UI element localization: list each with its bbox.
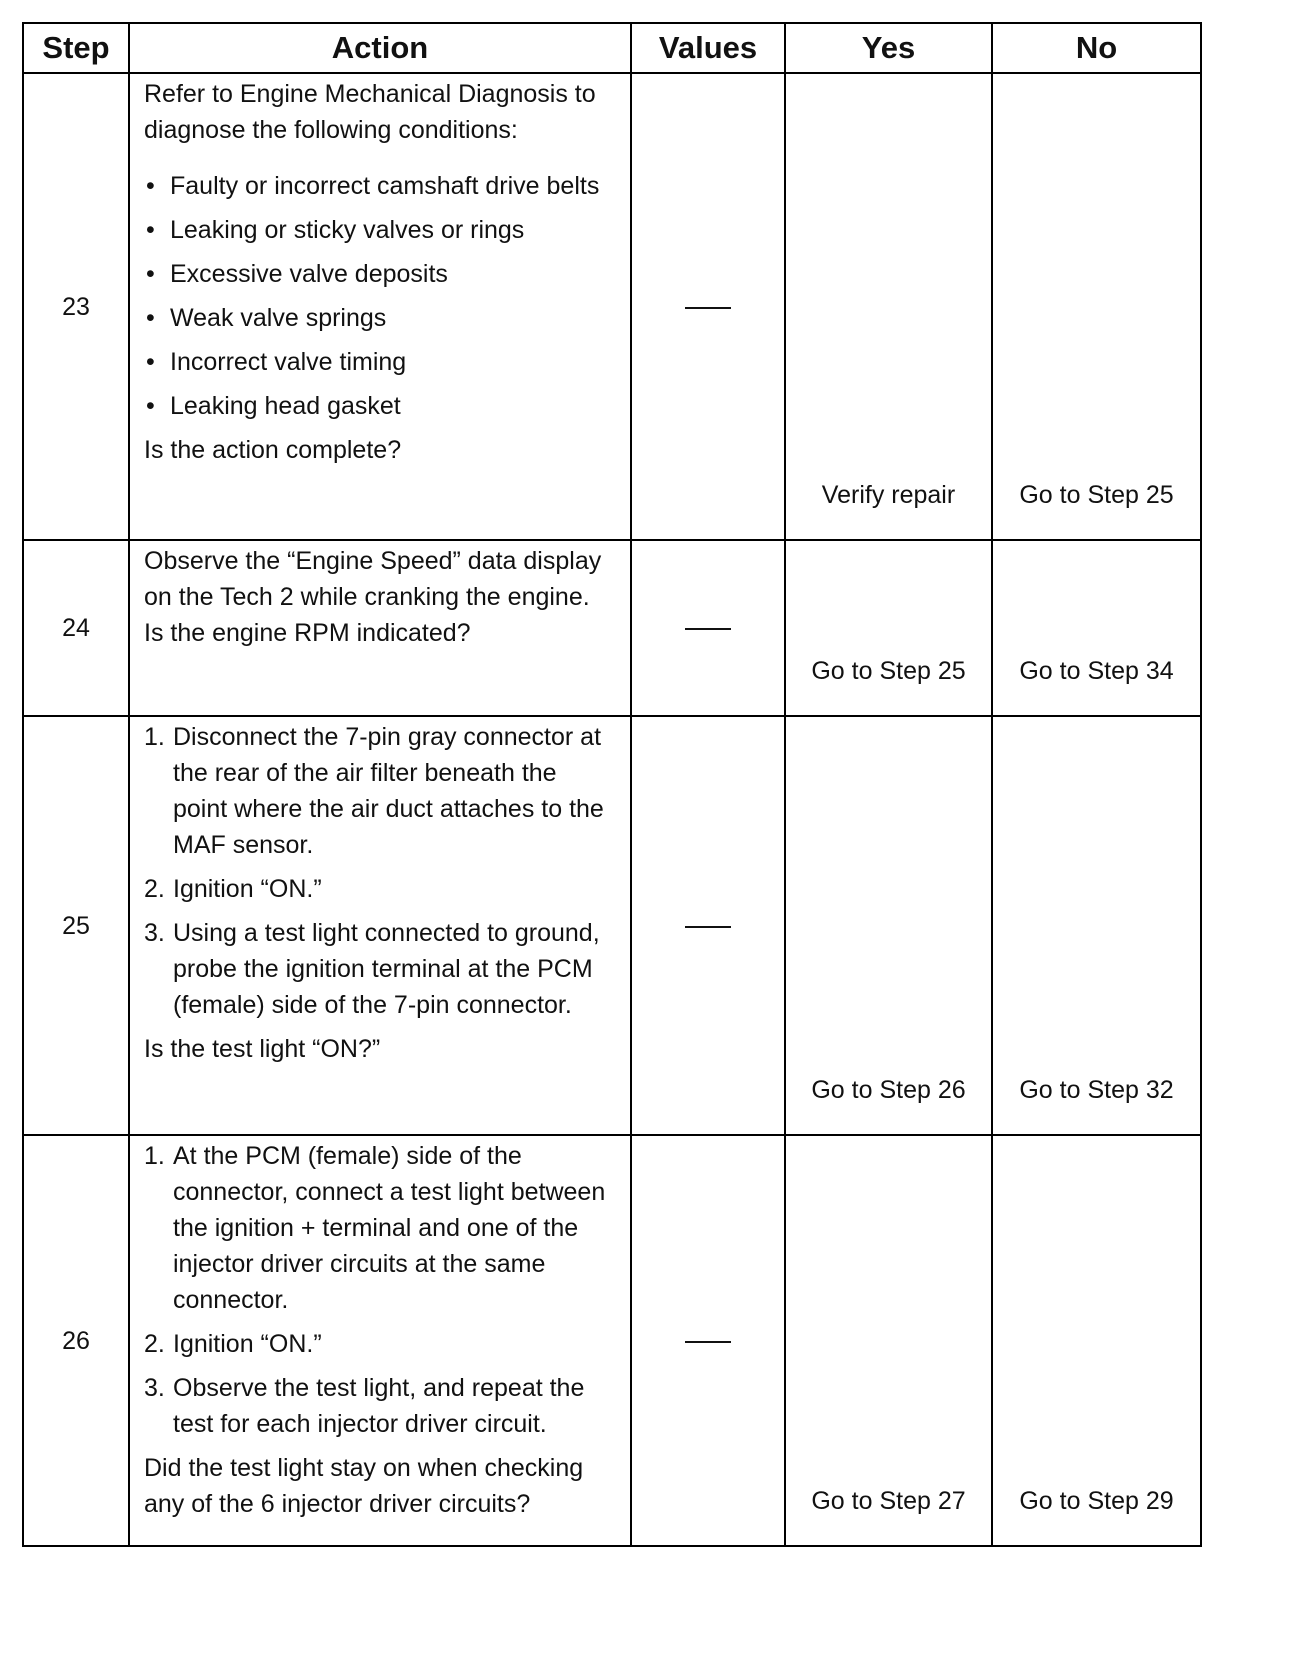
action-question: Is the test light “ON?”: [144, 1035, 381, 1063]
header-yes: Yes: [785, 23, 992, 73]
list-item: • Leaking head gasket: [144, 388, 616, 424]
step-number: 25: [23, 716, 129, 1135]
list-item: • Excessive valve deposits: [144, 256, 616, 292]
table-row-step-26: [23, 1135, 1201, 1546]
item-text: Ignition “ON.”: [173, 1330, 322, 1358]
yes-result: Go to Step 27: [785, 1135, 992, 1546]
action-cell: [129, 73, 631, 540]
list-item: [144, 1138, 616, 1318]
condition-list: [144, 168, 616, 424]
values-dash: [685, 1341, 731, 1343]
values-dash: [685, 628, 731, 630]
header-values: Values: [631, 23, 785, 73]
list-item: [144, 1370, 616, 1442]
item-text: Using a test light connected to ground, probe the ignition terminal at the PCM (female) side of the 7-pin connector.: [173, 919, 600, 1019]
procedure-list: [144, 1138, 616, 1442]
list-item: [144, 915, 616, 1023]
step-number: 23: [23, 73, 129, 540]
item-number: 3.: [144, 1374, 165, 1402]
values-cell: [631, 540, 785, 716]
item-text: Observe the test light, and repeat the test for each injector driver circuit.: [173, 1374, 585, 1438]
item-number: 1.: [144, 723, 165, 751]
diagnostic-table: [22, 22, 1202, 1547]
item-text: Ignition “ON.”: [173, 875, 322, 903]
table-row-step-25: [23, 716, 1201, 1135]
action-question: Did the test light stay on when checking any of the 6 injector driver circuits?: [144, 1454, 584, 1518]
item-text: Disconnect the 7-pin gray connector at the rear of the air filter beneath the point where the air duct attaches to the MAF sensor.: [173, 723, 604, 859]
values-cell: [631, 1135, 785, 1546]
action-cell: [129, 716, 631, 1135]
list-item: • Leaking or sticky valves or rings: [144, 212, 616, 248]
yes-result: Go to Step 25: [785, 540, 992, 716]
header-step: Step: [23, 23, 129, 73]
list-item: [144, 719, 616, 863]
header-action: Action: [129, 23, 631, 73]
action-cell: [129, 540, 631, 716]
yes-result: Go to Step 26: [785, 716, 992, 1135]
table-row-step-24: [23, 540, 1201, 716]
list-item: • Weak valve springs: [144, 300, 616, 336]
step-number: 24: [23, 540, 129, 716]
table-row-step-23: [23, 73, 1201, 540]
list-item: [144, 871, 616, 907]
no-result: Go to Step 32: [992, 716, 1201, 1135]
item-text: At the PCM (female) side of the connector, connect a test light between the ignition + terminal and one of the injector driver circuits at the same connector.: [173, 1142, 606, 1314]
action-cell: [129, 1135, 631, 1546]
action-question: Is the engine RPM indicated?: [144, 619, 471, 647]
item-number: 3.: [144, 919, 165, 947]
values-cell: [631, 716, 785, 1135]
item-number: 2.: [144, 1330, 165, 1358]
values-dash: [685, 926, 731, 928]
action-intro: Refer to Engine Mechanical Diagnosis to diagnose the following conditions:: [144, 80, 596, 144]
action-intro: Observe the “Engine Speed” data display on the Tech 2 while cranking the engine.: [144, 547, 602, 611]
no-result: Go to Step 25: [992, 73, 1201, 540]
header-no: No: [992, 23, 1201, 73]
yes-result: Verify repair: [785, 73, 992, 540]
item-number: 2.: [144, 875, 165, 903]
values-cell: [631, 73, 785, 540]
list-item: • Faulty or incorrect camshaft drive belts: [144, 168, 616, 204]
list-item: • Incorrect valve timing: [144, 344, 616, 380]
action-question: Is the action complete?: [144, 436, 402, 464]
header-row: [23, 23, 1201, 73]
values-dash: [685, 307, 731, 309]
no-result: Go to Step 29: [992, 1135, 1201, 1546]
step-number: 26: [23, 1135, 129, 1546]
procedure-list: [144, 719, 616, 1023]
item-number: 1.: [144, 1142, 165, 1170]
no-result: Go to Step 34: [992, 540, 1201, 716]
list-item: [144, 1326, 616, 1362]
